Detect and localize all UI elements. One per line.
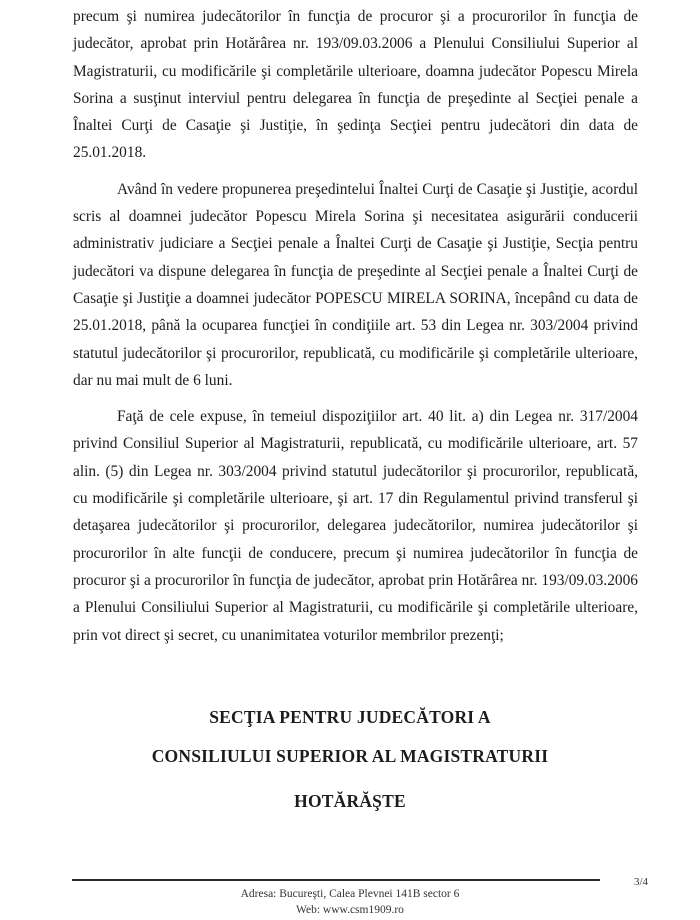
decision-heading: HOTĂRĂŞTE	[294, 791, 406, 811]
footer-web: Web: www.csm1909.ro	[296, 904, 404, 916]
section-heading-line-2: CONSILIULUI SUPERIOR AL MAGISTRATURII	[151, 746, 549, 766]
page-number: 3/4	[634, 876, 649, 888]
footer-divider	[72, 879, 600, 881]
document-body	[73, 3, 638, 658]
paragraph-proposal: Având în vedere propunerea preşedintelui Înaltei Curţi de Casaţie şi Justiţie, acordul scris al doamnei judecător Popescu Mirela Sorina şi necesitatea asigurării conducerii administrativ judiciare a Secţiei penale a Înaltei Curţi de Casaţie şi Justiţie, Secţia pentru judecători va dispune delegarea în funcţia de preşedinte al Secţiei penale a Înaltei Curţi de Casaţie şi Justiţie a doamnei judecător POPESCU MIRELA SORINA, începând cu data de 25.01.2018, până la ocuparea funcţiei în condiţiile art. 53 din Legea nr. 303/2004 privind statutul judecătorilor şi procurorilor, republicată, cu modificările şi completările ulterioare, dar nu mai mult de 6 luni.	[73, 180, 638, 389]
section-heading-line-1: SECŢIA PENTRU JUDECĂTORI A	[209, 707, 491, 727]
paragraph-continuation: precum şi numirea judecătorilor în funcţia de procuror şi a procurorilor în funcţia de judecător, aprobat prin Hotărârea nr. 193/09.03.2006 a Plenului Consiliului Superior al Magistraturii, cu modificările şi completările ulterioare, doamna judecător Popescu Mirela Sorina a susţinut interviul pentru delegarea în funcţia de preşedinte al Secţiei penale a Înaltei Curţi de Casaţie şi Justiţie, în şedinţa Secţiei pentru judecători din data de 25.01.2018.	[73, 8, 638, 162]
footer-address: Adresa: Bucureşti, Calea Plevnei 141B sector 6	[240, 888, 460, 900]
paragraph-legal-basis: Faţă de cele expuse, în temeiul dispoziţiilor art. 40 lit. a) din Legea nr. 317/2004 privind Consiliul Superior al Magistraturii, republicată, cu modificările ulterioare, art. 57 alin. (5) din Legea nr. 303/2004 privind statutul judecătorilor şi procurorilor, republicată, cu modificările şi completările ulterioare, şi art. 17 din Regulamentul privind transferul şi detaşarea judecătorilor şi procurorilor, delegarea judecătorilor, numirea judecătorilor şi procurorilor în alte funcţii de conducere, precum şi numirea judecătorilor în funcţia de procuror şi a procurorilor în funcţia de judecător, aprobat prin Hotărârea nr. 193/09.03.2006 a Plenului Consiliului Superior al Magistraturii, cu modificările şi completările ulterioare, prin vot direct şi secret, cu unanimitatea voturilor membrilor prezenţi;	[73, 408, 638, 644]
